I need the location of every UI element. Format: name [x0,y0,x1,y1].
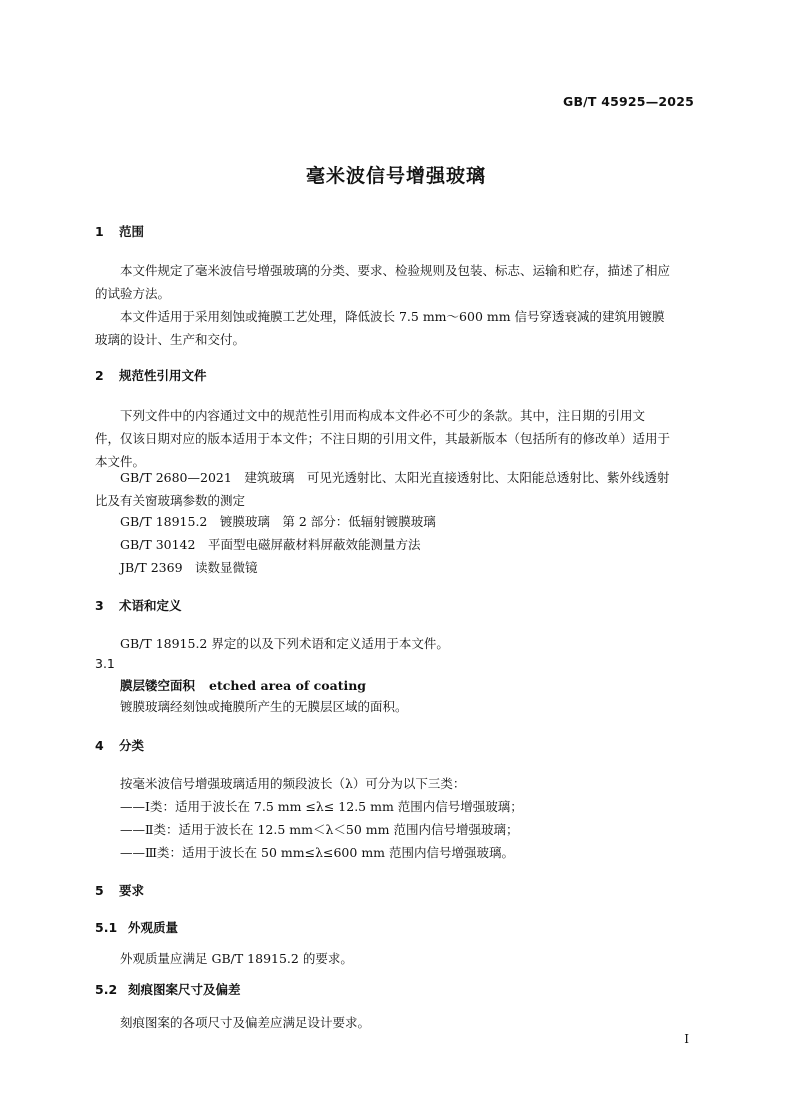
section-1-paragraph-2 [95,305,707,351]
section-title: 范围 [119,224,145,239]
section-number: 5 [95,883,104,898]
text-line: 下列文件中的内容通过文中的规范性引用而构成本文件必不可少的条款。其中，注日期的引用文 [120,408,646,423]
section-title: 要求 [119,883,145,898]
section-title: 分类 [119,738,145,753]
class-item-2: ——Ⅱ类：适用于波长在 12.5 mm＜λ＜50 mm 范围内信号增强玻璃； [120,822,519,837]
text-line: 玻璃的设计、生产和交付。 [95,332,246,347]
section-number: 1 [95,224,104,239]
normative-reference-1 [95,466,707,512]
text-line: 本文件规定了毫米波信号增强玻璃的分类、要求、检验规则及包装、标志、运输和贮存，描述了相应 [120,263,671,278]
normative-reference-4: JB/T 2369 读数显微镜 [120,560,258,575]
standard-code: GB/T 45925—2025 [562,94,694,109]
section-number: 4 [95,738,104,753]
subsection-title: 刻痕图案尺寸及偏差 [128,982,241,997]
section-5-heading [95,881,144,899]
subsection-5-2-text: 刻痕图案的各项尺寸及偏差应满足设计要求。 [120,1015,371,1030]
section-title: 规范性引用文件 [119,368,207,383]
section-1-heading [95,222,144,240]
text-line: 本文件适用于采用刻蚀或掩膜工艺处理，降低波长 7.5 mm～600 mm 信号穿透衰减的建筑用镀膜 [120,309,665,324]
section-2-heading [95,366,207,384]
class-item-3: ——Ⅲ类：适用于波长在 50 mm≤λ≤600 mm 范围内信号增强玻璃。 [120,845,514,860]
subsection-5-2-heading [95,980,241,998]
text-line: 的试验方法。 [95,286,171,301]
subsection-5-1-heading [95,918,178,936]
classification-intro: 按毫米波信号增强玻璃适用的频段波长（λ）可分为以下三类： [120,776,466,791]
section-2-paragraph [95,404,707,473]
subsection-number: 5.2 [95,982,118,997]
class-item-1: ——Ⅰ类：适用于波长在 7.5 mm ≤λ≤ 12.5 mm 范围内信号增强玻璃； [120,799,523,814]
subsection-number: 5.1 [95,920,118,935]
text-line: 本文件。 [95,454,146,469]
document-title: 毫米波信号增强玻璃 [305,165,486,187]
terms-intro: GB/T 18915.2 界定的以及下列术语和定义适用于本文件。 [120,636,449,651]
section-3-heading [95,596,182,614]
term-definition: 镀膜玻璃经刻蚀或掩膜所产生的无膜层区域的面积。 [120,699,408,714]
section-title: 术语和定义 [119,598,182,613]
term-chinese: 膜层镂空面积 [120,678,196,693]
term-number: 3.1 [95,656,115,671]
text-line: 件，仅该日期对应的版本适用于本文件；不注日期的引用文件，其最新版本（包括所有的修改单）适用于 [95,431,671,446]
subsection-title: 外观质量 [128,920,179,935]
section-number: 2 [95,368,104,383]
term-english: etched area of coating [209,678,367,693]
term-entry [120,676,366,694]
text-line: 比及有关窗玻璃参数的测定 [95,493,246,508]
section-number: 3 [95,598,104,613]
subsection-5-1-text: 外观质量应满足 GB/T 18915.2 的要求。 [120,951,353,966]
page-number: I [684,1032,689,1046]
section-4-heading [95,736,144,754]
normative-reference-2: GB/T 18915.2 镀膜玻璃 第 2 部分：低辐射镀膜玻璃 [120,514,436,529]
text-line: GB/T 2680—2021 建筑玻璃 可见光透射比、太阳光直接透射比、太阳能总透射比、紫外线透射 [120,470,670,485]
section-1-paragraph-1 [95,259,707,305]
normative-reference-3: GB/T 30142 平面型电磁屏蔽材料屏蔽效能测量方法 [120,537,421,552]
